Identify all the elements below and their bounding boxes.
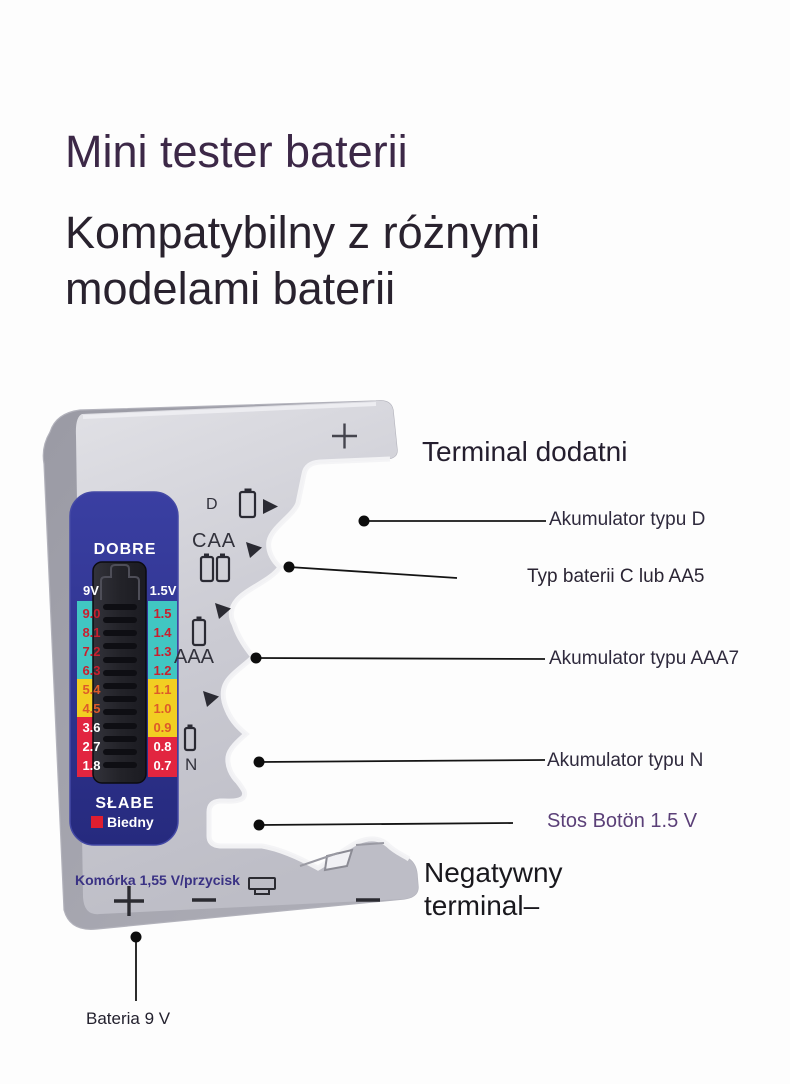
callout-positive-terminal: Terminal dodatni — [422, 436, 628, 467]
leader-dot-c-aa — [284, 562, 295, 573]
scale-value: 8.1 — [82, 625, 101, 640]
leader-dot-d — [359, 516, 370, 527]
scale-value: 5.4 — [82, 682, 101, 697]
leader-dot-button-cell — [254, 820, 265, 831]
callout-battery-9v: Bateria 9 V — [86, 1009, 171, 1028]
scale-value: 1.4 — [153, 625, 172, 640]
subtitle-line-1: Kompatybilny z różnymi — [65, 207, 541, 258]
slot-label-aaa: AAA — [174, 646, 215, 668]
leader-dot-aaa — [251, 653, 262, 664]
leader-dot-n — [254, 757, 265, 768]
slot-label-d: D — [206, 496, 218, 513]
slot-label-n: N — [185, 755, 198, 774]
callout-type-c-or-aa: Typ baterii C lub AA5 — [527, 566, 705, 587]
callout-button-cell: Stos Botön 1.5 V — [547, 810, 698, 832]
subtitle-line-2: modelami baterii — [65, 263, 396, 314]
leader-line-c-aa — [289, 567, 457, 578]
scale-value: 0.7 — [153, 758, 172, 773]
lcd-poor-label: Biedny — [107, 814, 154, 830]
leader-line-n — [259, 760, 545, 762]
leader-line-aaa — [256, 658, 545, 659]
callout-negative-terminal — [424, 856, 563, 922]
scale-value: 0.8 — [153, 739, 172, 754]
scale-value: 4.5 — [82, 701, 101, 716]
callout-type-aaa: Akumulator typu AAA7 — [549, 648, 740, 669]
scale-value: 3.6 — [82, 720, 101, 735]
lcd-good-label: DOBRE — [93, 541, 157, 558]
lcd-9v-header: 9V — [83, 583, 99, 598]
scale-value: 0.9 — [153, 720, 172, 735]
scale-value: 2.7 — [82, 739, 101, 754]
scale-value: 9.0 — [82, 606, 101, 621]
page-title: Mini tester baterii — [65, 126, 408, 177]
scale-value: 1.0 — [153, 701, 172, 716]
scale-value: 1.5 — [153, 606, 172, 621]
lcd-1-5v-header: 1.5V — [149, 583, 177, 598]
scale-value: 1.3 — [153, 644, 172, 659]
negative-terminal-line-1: Negatywny — [424, 857, 563, 888]
slot-label-c-aa: CAA — [192, 530, 237, 552]
lcd-weak-label: SŁABE — [95, 795, 155, 812]
callout-type-d: Akumulator typu D — [549, 509, 706, 530]
scale-value: 1.2 — [153, 663, 172, 678]
leader-line-button-cell — [259, 823, 513, 825]
negative-terminal-line-2: terminal– — [424, 890, 540, 921]
page-subtitle — [65, 205, 540, 317]
scale-value: 1.1 — [153, 682, 172, 697]
low-indicator-square — [91, 816, 103, 828]
leader-dot-9v — [131, 932, 142, 943]
scale-value: 6.3 — [82, 663, 101, 678]
scale-value: 1.8 — [82, 758, 101, 773]
callout-type-n: Akumulator typu N — [547, 750, 704, 771]
scale-value: 7.2 — [82, 644, 101, 659]
cell-note-label: Komórka 1,55 V/przycisk — [75, 872, 240, 888]
